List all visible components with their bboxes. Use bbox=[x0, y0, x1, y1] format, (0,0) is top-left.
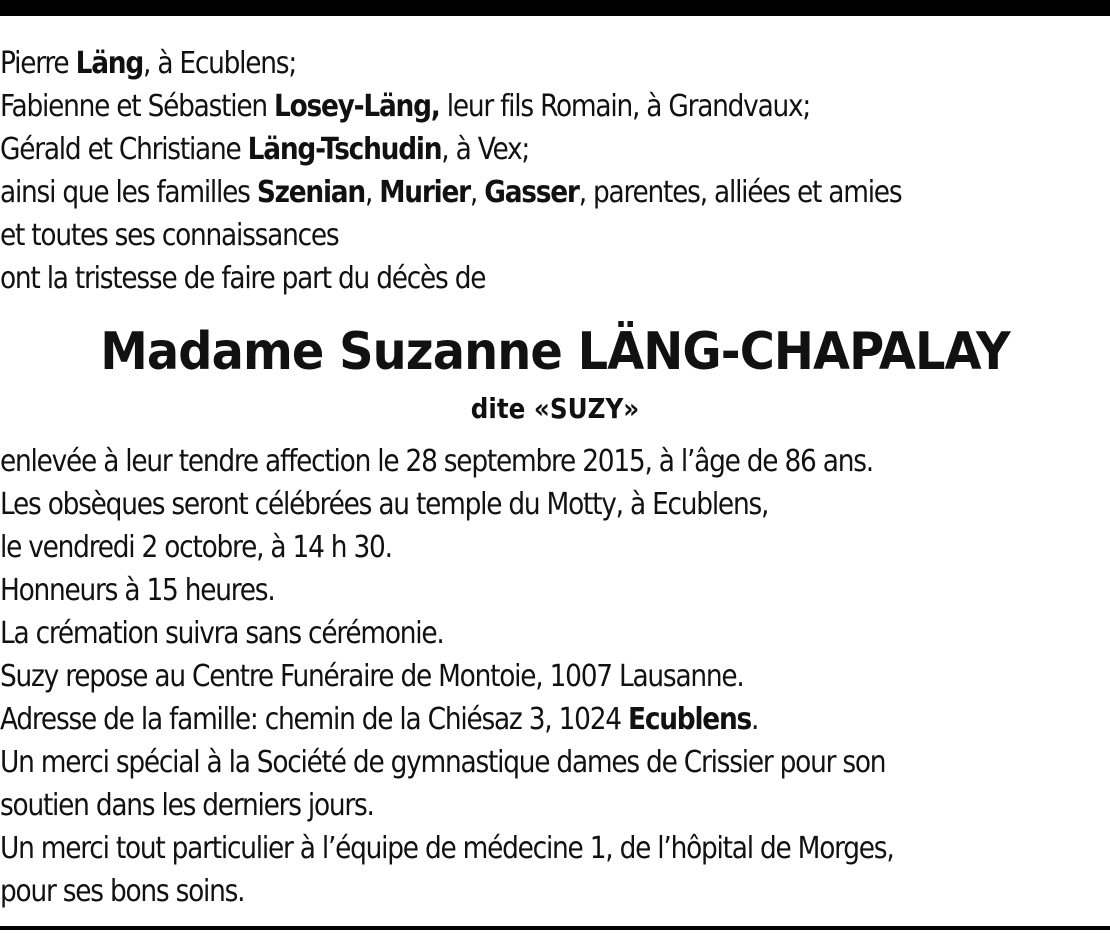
detail-line-1: enlevée à leur tendre affection le 28 septembre 2015, à l’âge de 86 ans. bbox=[0, 444, 873, 479]
detail-line-7 bbox=[0, 698, 977, 741]
detail-line-5: La crémation suivra sans cérémonie. bbox=[0, 616, 444, 651]
family-line-1 bbox=[0, 42, 977, 85]
text: , à Ecublens; bbox=[143, 46, 296, 81]
detail-line-9: soutien dans les derniers jours. bbox=[0, 788, 374, 823]
deceased-name: Madame Suzanne LÄNG-CHAPALAY bbox=[100, 322, 1010, 382]
text: Pierre bbox=[0, 46, 76, 81]
family-line-6: ont la tristesse de faire part du décès de bbox=[0, 261, 486, 296]
detail-line-3: le vendredi 2 octobre, à 14 h 30. bbox=[0, 530, 392, 565]
surname: Murier bbox=[379, 175, 470, 210]
deceased-nickname: dite «SUZY» bbox=[470, 392, 640, 425]
text: leur fils Romain, à Grandvaux; bbox=[439, 89, 811, 124]
text: Gérald et Christiane bbox=[0, 132, 248, 167]
family-line-5: et toutes ses connaissances bbox=[0, 218, 339, 253]
text: , à Vex; bbox=[441, 132, 530, 167]
death-notice bbox=[0, 42, 1110, 913]
place: Ecublens bbox=[628, 702, 752, 737]
text: , bbox=[469, 175, 485, 210]
text: . bbox=[751, 702, 759, 737]
family-line-2 bbox=[0, 85, 977, 128]
text: ainsi que les familles bbox=[0, 175, 257, 210]
detail-line-4: Honneurs à 15 heures. bbox=[0, 573, 275, 608]
detail-line-11: pour ses bons soins. bbox=[0, 874, 245, 909]
surname: Läng bbox=[75, 46, 143, 81]
detail-line-2: Les obsèques seront célébrées au temple du Motty, à Ecublens, bbox=[0, 487, 769, 522]
text: , parentes, alliées et amies bbox=[578, 175, 902, 210]
surname: Losey-Läng, bbox=[273, 89, 440, 124]
detail-line-6: Suzy repose au Centre Funéraire de Montoie, 1007 Lausanne. bbox=[0, 659, 744, 694]
family-line-3 bbox=[0, 128, 977, 171]
detail-line-10: Un merci tout particulier à l’équipe de médecine 1, de l’hôpital de Morges, bbox=[0, 831, 894, 866]
family-line-4 bbox=[0, 171, 977, 214]
top-rule bbox=[0, 0, 1110, 16]
bottom-rule bbox=[0, 926, 1110, 930]
surname: Läng-Tschudin bbox=[247, 132, 442, 167]
text: Fabienne et Sébastien bbox=[0, 89, 274, 124]
surname: Gasser bbox=[484, 175, 579, 210]
detail-line-8: Un merci spécial à la Société de gymnastique dames de Crissier pour son bbox=[0, 745, 886, 780]
text: Adresse de la famille: chemin de la Chiésaz 3, 1024 bbox=[0, 702, 629, 737]
text: , bbox=[364, 175, 380, 210]
surname: Szenian bbox=[256, 175, 365, 210]
